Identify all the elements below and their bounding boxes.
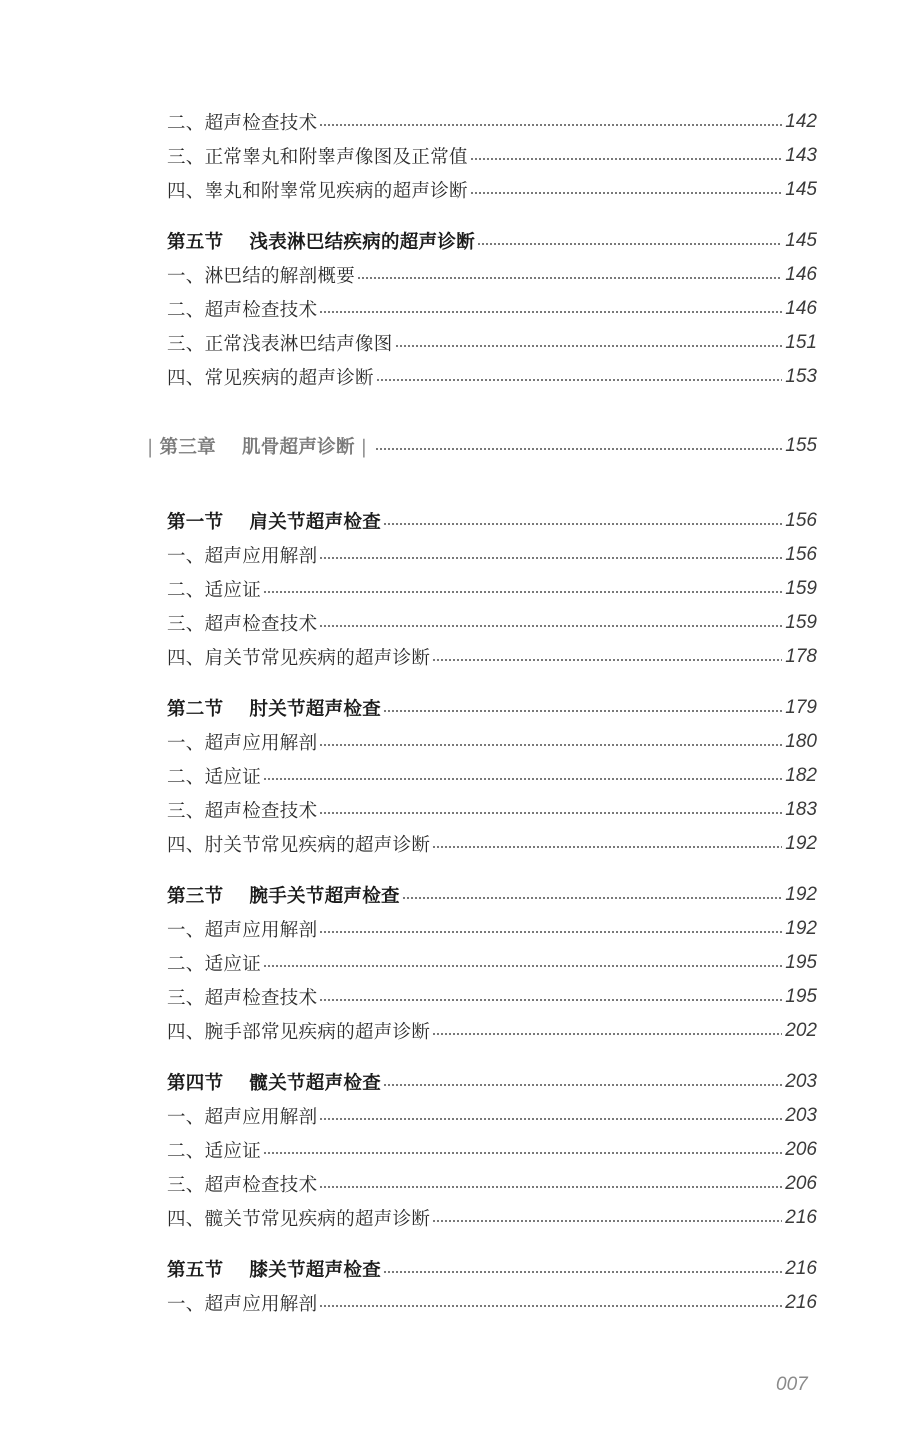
toc-item-entry[interactable] <box>167 259 817 291</box>
dot-leader <box>383 710 782 712</box>
page-number-ref: 159 <box>785 612 817 633</box>
item-title: 四、睾丸和附睾常见疾病的超声诊断 <box>167 181 468 202</box>
chapter-name: 肌骨超声诊断 <box>241 437 355 458</box>
page-number-ref: 145 <box>785 230 817 251</box>
page-number-ref: 203 <box>785 1105 817 1126</box>
page-number-ref: 155 <box>785 435 817 456</box>
page-number-ref: 146 <box>785 298 817 319</box>
page-number-ref: 142 <box>785 111 817 132</box>
item-title: 二、适应证 <box>167 1141 262 1162</box>
chapter-number: 第三章 <box>159 437 216 458</box>
page-number-ref: 156 <box>785 544 817 565</box>
chapter-title <box>147 433 373 459</box>
dot-leader <box>375 448 782 450</box>
dot-leader <box>383 523 782 525</box>
section-name: 浅表淋巴结疾病的超声诊断 <box>249 232 476 253</box>
toc-chapter-entry[interactable] <box>147 430 817 462</box>
toc-item-entry[interactable] <box>167 327 817 359</box>
toc-item-entry[interactable] <box>167 1202 817 1234</box>
item-title: 四、髋关节常见疾病的超声诊断 <box>167 1209 431 1230</box>
toc-item-entry[interactable] <box>167 1134 817 1166</box>
page-number-ref: 146 <box>785 264 817 285</box>
section-title <box>167 695 381 721</box>
item-title: 二、适应证 <box>167 580 262 601</box>
section-number: 第五节 <box>167 1260 224 1281</box>
page-number-ref: 195 <box>785 986 817 1007</box>
dot-leader <box>470 158 782 160</box>
dot-leader <box>383 1084 782 1086</box>
toc-item-entry[interactable] <box>167 106 817 138</box>
page-number-ref: 195 <box>785 952 817 973</box>
section-number: 第四节 <box>167 1073 224 1094</box>
toc-item-entry[interactable] <box>167 794 817 826</box>
dot-leader <box>319 557 782 559</box>
toc-item-entry[interactable] <box>167 174 817 206</box>
dot-leader <box>432 1033 782 1035</box>
chapter-bar-right: | <box>360 437 368 458</box>
item-title: 三、超声检查技术 <box>167 801 318 822</box>
chapter-bar-left: | <box>147 437 154 458</box>
page-number-ref: 202 <box>785 1020 817 1041</box>
section-number: 第二节 <box>167 699 224 720</box>
dot-leader <box>319 999 782 1001</box>
toc-item-entry[interactable] <box>167 760 817 792</box>
item-title: 一、超声应用解剖 <box>167 1107 318 1128</box>
section-title <box>167 228 475 254</box>
dot-leader <box>395 345 783 347</box>
item-title: 一、超声应用解剖 <box>167 1294 318 1315</box>
dot-leader <box>319 931 782 933</box>
section-name: 腕手关节超声检查 <box>249 886 400 907</box>
item-title: 三、超声检查技术 <box>167 614 318 635</box>
page-number-ref: 216 <box>785 1292 817 1313</box>
page-number-ref: 156 <box>785 510 817 531</box>
item-title: 三、超声检查技术 <box>167 1175 318 1196</box>
page-number-ref: 192 <box>785 833 817 854</box>
section-number: 第五节 <box>167 232 224 253</box>
page-number-ref: 143 <box>785 145 817 166</box>
section-name: 肩关节超声检查 <box>249 512 382 533</box>
page-number-ref: 159 <box>785 578 817 599</box>
item-title: 三、超声检查技术 <box>167 988 318 1009</box>
item-title: 二、超声检查技术 <box>167 300 318 321</box>
item-title: 四、常见疾病的超声诊断 <box>167 368 374 389</box>
section-title <box>167 882 400 908</box>
item-title: 三、正常睾丸和附睾声像图及正常值 <box>167 147 468 168</box>
dot-leader <box>319 1118 782 1120</box>
toc-section-entry[interactable] <box>167 879 817 911</box>
section-name: 髋关节超声检查 <box>249 1073 382 1094</box>
item-title: 二、适应证 <box>167 767 262 788</box>
toc-section-entry[interactable] <box>167 1066 817 1098</box>
toc-item-entry[interactable] <box>167 1100 817 1132</box>
dot-leader <box>432 1220 782 1222</box>
dot-leader <box>319 1186 782 1188</box>
page-number-ref: 180 <box>785 731 817 752</box>
page-number-ref: 203 <box>785 1071 817 1092</box>
dot-leader <box>383 1271 782 1273</box>
toc-item-entry[interactable] <box>167 828 817 860</box>
section-number: 第一节 <box>167 512 224 533</box>
page-number-ref: 192 <box>785 884 817 905</box>
dot-leader <box>263 1152 782 1154</box>
toc-item-entry[interactable] <box>167 913 817 945</box>
page-number-ref: 192 <box>785 918 817 939</box>
toc-item-entry[interactable] <box>167 607 817 639</box>
page-number-ref: 179 <box>785 697 817 718</box>
item-title: 一、超声应用解剖 <box>167 920 318 941</box>
toc-item-entry[interactable] <box>167 641 817 673</box>
toc-section-entry[interactable] <box>167 505 817 537</box>
page-number-ref: 216 <box>785 1207 817 1228</box>
dot-leader <box>402 897 782 899</box>
dot-leader <box>319 1305 782 1307</box>
dot-leader <box>357 277 782 279</box>
toc-item-entry[interactable] <box>167 1168 817 1200</box>
toc-section-entry[interactable] <box>167 692 817 724</box>
section-name: 肘关节超声检查 <box>249 699 382 720</box>
toc-section-entry[interactable] <box>167 225 817 257</box>
toc-item-entry[interactable] <box>167 539 817 571</box>
toc-item-entry[interactable] <box>167 1015 817 1047</box>
item-title: 二、超声检查技术 <box>167 113 318 134</box>
dot-leader <box>263 591 782 593</box>
page-number-ref: 178 <box>785 646 817 667</box>
section-title <box>167 1256 381 1282</box>
dot-leader <box>319 812 782 814</box>
item-title: 一、淋巴结的解剖概要 <box>167 266 356 287</box>
page-number-ref: 151 <box>785 332 817 353</box>
page-number-ref: 145 <box>785 179 817 200</box>
section-number: 第三节 <box>167 886 224 907</box>
dot-leader <box>432 659 782 661</box>
dot-leader <box>319 311 782 313</box>
section-title <box>167 508 381 534</box>
dot-leader <box>319 124 782 126</box>
toc-section-entry[interactable] <box>167 1253 817 1285</box>
item-title: 四、腕手部常见疾病的超声诊断 <box>167 1022 431 1043</box>
dot-leader <box>477 243 782 245</box>
item-title: 四、肩关节常见疾病的超声诊断 <box>167 648 431 669</box>
item-title: 二、适应证 <box>167 954 262 975</box>
page-number: 007 <box>776 1374 808 1395</box>
section-title <box>167 1069 381 1095</box>
toc-item-entry[interactable] <box>167 981 817 1013</box>
toc-item-entry[interactable] <box>167 293 817 325</box>
toc-item-entry[interactable] <box>167 726 817 758</box>
page-number-ref: 183 <box>785 799 817 820</box>
item-title: 一、超声应用解剖 <box>167 546 318 567</box>
toc-item-entry[interactable] <box>167 1287 817 1319</box>
dot-leader <box>263 965 782 967</box>
page-number-ref: 182 <box>785 765 817 786</box>
toc-item-entry[interactable] <box>167 361 817 393</box>
page-number-ref: 216 <box>785 1258 817 1279</box>
toc-item-entry[interactable] <box>167 140 817 172</box>
dot-leader <box>263 778 782 780</box>
item-title: 一、超声应用解剖 <box>167 733 318 754</box>
toc-item-entry[interactable] <box>167 947 817 979</box>
dot-leader <box>432 846 782 848</box>
item-title: 四、肘关节常见疾病的超声诊断 <box>167 835 431 856</box>
page-number-ref: 206 <box>785 1139 817 1160</box>
section-name: 膝关节超声检查 <box>249 1260 382 1281</box>
page-number-ref: 206 <box>785 1173 817 1194</box>
dot-leader <box>319 625 782 627</box>
toc-item-entry[interactable] <box>167 573 817 605</box>
page-number-ref: 153 <box>785 366 817 387</box>
dot-leader <box>376 379 782 381</box>
item-title: 三、正常浅表淋巴结声像图 <box>167 334 393 355</box>
dot-leader <box>319 744 782 746</box>
dot-leader <box>470 192 782 194</box>
